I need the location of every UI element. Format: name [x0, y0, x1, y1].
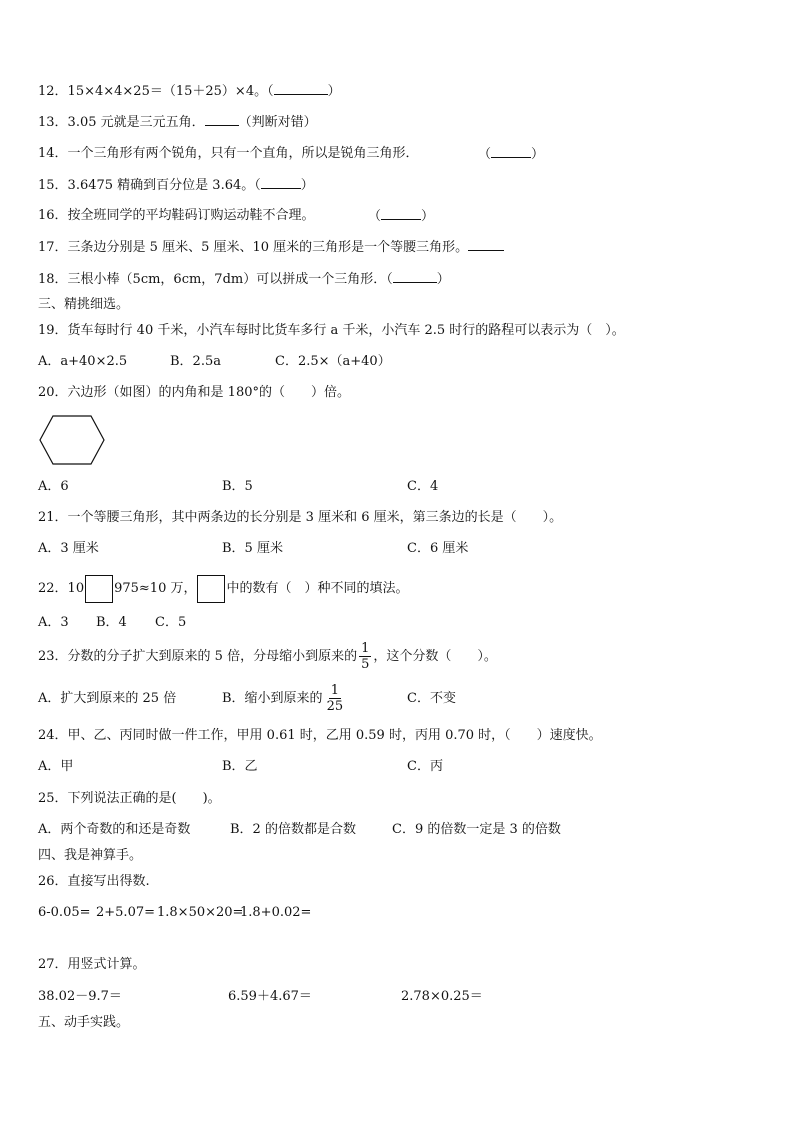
question-25: 25．下列说法正确的是( )。 [38, 791, 221, 806]
question-15: 15．3.6475 精确到百分位是 3.64。（ ） [38, 178, 314, 193]
option-c[interactable]: C．6 厘米 [407, 541, 469, 556]
question-16: 16．按全班同学的平均鞋码订购运动鞋不合理。 （ ） [38, 208, 435, 224]
answer-blank[interactable] [381, 207, 421, 220]
option-b[interactable]: B．乙 [222, 759, 258, 774]
answer-blank[interactable] [468, 238, 504, 251]
answer-blank[interactable] [205, 113, 239, 126]
question-13: 13．3.05 元就是三元五角． （判断对错） [38, 115, 317, 130]
question-23: 23．分数的分子扩大到原来的 5 倍，分母缩小到原来的 $\frac{1}{5}$ ，这个分数（ ）。 [38, 641, 497, 672]
digit-box [197, 575, 225, 603]
option-a[interactable]: A．a+40×2.5 [38, 354, 128, 369]
calc-expression: 38.02－9.7＝ [38, 989, 122, 1004]
option-a[interactable]: A．3 [38, 615, 69, 630]
question-18: 18．三根小棒（5cm，6cm，7dm）可以拼成一个三角形．（ ） [38, 272, 450, 287]
option-b[interactable]: B．5 厘米 [222, 541, 283, 556]
option-b[interactable]: B．2 的倍数都是合数 [230, 822, 356, 837]
answer-blank[interactable] [261, 176, 301, 189]
answer-blank[interactable] [393, 270, 437, 283]
question-24: 24．甲、乙、丙同时做一件工作，甲用 0.61 时，乙用 0.59 时，丙用 0.70 时，（ ）速度快。 [38, 728, 602, 743]
option-c[interactable]: C．9 的倍数一定是 3 的倍数 [392, 822, 561, 837]
question-12: 12．15×4×4×25＝（15＋25）×4。（ ） [38, 84, 341, 99]
section-5-heading: 五、动手实践。 [38, 1015, 130, 1030]
option-b[interactable]: B．5 [222, 479, 253, 494]
option-b[interactable]: B．缩小到原来的 $\frac{1}{25}$ [222, 683, 344, 714]
answer-blank[interactable] [491, 145, 531, 158]
section-3-heading: 三、精挑细选。 [38, 297, 130, 312]
fraction-one-twenty-fifth: $\frac{1}{25}$ [326, 683, 344, 714]
question-27: 27．用竖式计算。 [38, 957, 146, 972]
calc-expression: 2.78×0.25＝ [401, 989, 483, 1004]
section-4-heading: 四、我是神算手。 [38, 848, 143, 863]
question-22: 22．10 975≈10 万， 中的数有（ ）种不同的填法。 [38, 574, 409, 604]
calc-expression: 1.8+0.02= [240, 905, 312, 920]
answer-blank[interactable] [274, 82, 328, 95]
fraction-one-fifth: $\frac{1}{5}$ [361, 641, 370, 672]
option-b[interactable]: B．2.5a [170, 354, 221, 369]
question-26: 26．直接写出得数. [38, 874, 150, 889]
calc-expression: 1.8×50×20= [157, 905, 244, 920]
calc-expression: 6-0.05= [38, 905, 91, 920]
option-a[interactable]: A．扩大到原来的 25 倍 [38, 691, 177, 706]
option-c[interactable]: C．5 [155, 615, 187, 630]
calc-expression: 2+5.07= [96, 905, 156, 920]
option-b[interactable]: B．4 [96, 615, 127, 630]
calc-expression: 6.59＋4.67＝ [228, 989, 312, 1004]
question-14: 14．一个三角形有两个锐角，只有一个直角，所以是锐角三角形． （ ） [38, 146, 545, 162]
option-c[interactable]: C．4 [407, 479, 439, 494]
question-20: 20．六边形（如图）的内角和是 180°的（ ）倍。 [38, 385, 350, 400]
option-a[interactable]: A．甲 [38, 759, 74, 774]
digit-box[interactable] [85, 575, 113, 603]
option-a[interactable]: A．6 [38, 479, 69, 494]
question-17: 17．三条边分别是 5 厘米、5 厘米、10 厘米的三角形是一个等腰三角形。 [38, 238, 504, 257]
option-a[interactable]: A．两个奇数的和还是奇数 [38, 822, 191, 837]
question-21: 21．一个等腰三角形，其中两条边的长分别是 3 厘米和 6 厘米，第三条边的长是（ ）。 [38, 510, 563, 525]
option-a[interactable]: A．3 厘米 [38, 541, 99, 556]
question-19: 19．货车每时行 40 千米，小汽车每时比货车多行 a 千米，小汽车 2.5 时行的路程可以表示为（ ）。 [38, 323, 625, 338]
hexagon-figure [38, 414, 106, 466]
option-c[interactable]: C．丙 [407, 759, 443, 774]
option-c[interactable]: C．2.5×（a+40） [275, 354, 391, 369]
option-c[interactable]: C．不变 [407, 691, 456, 706]
